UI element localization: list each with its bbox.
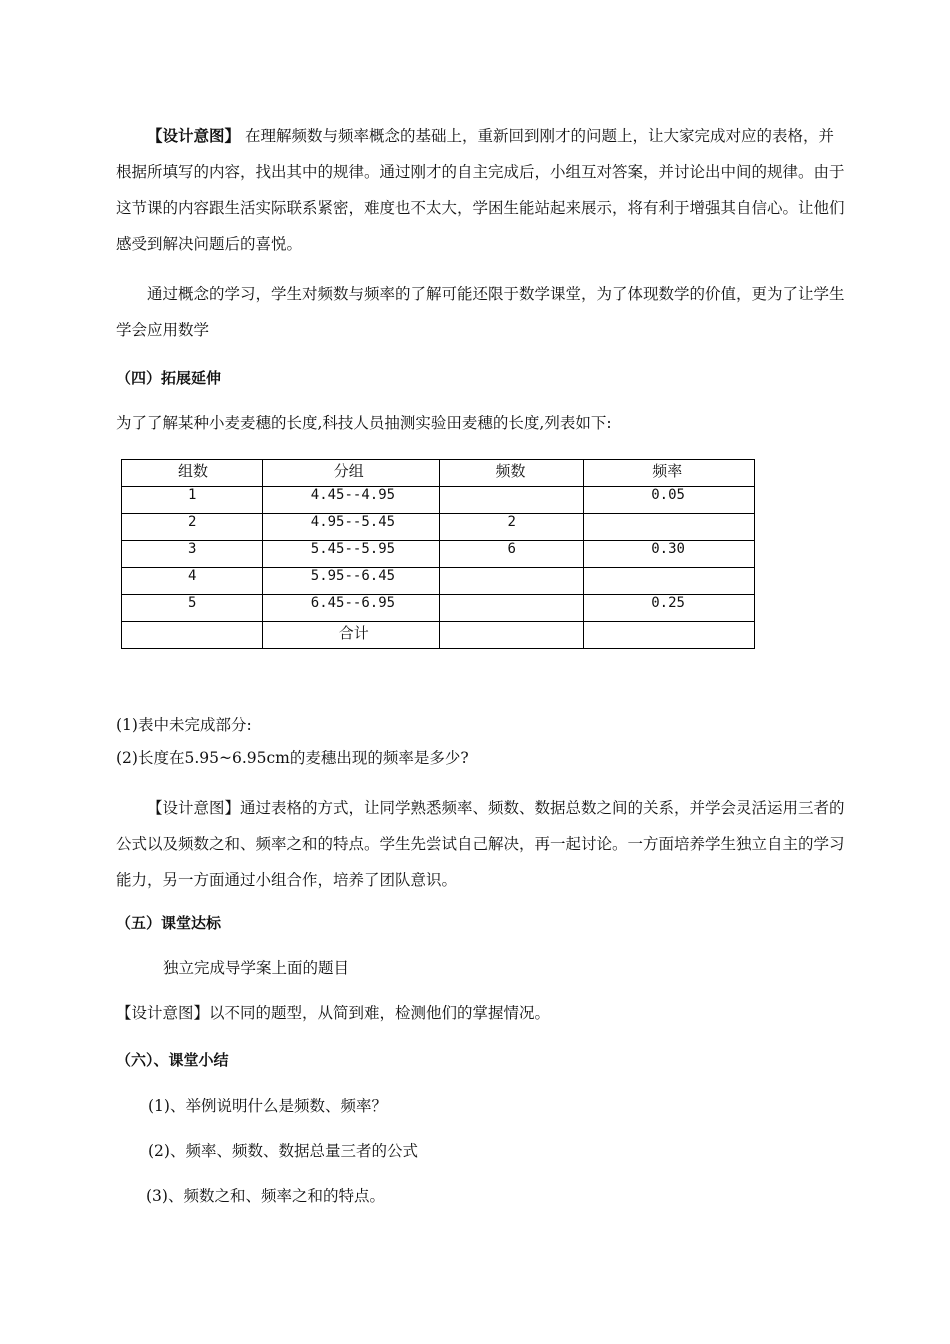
cell-rate: [584, 622, 755, 649]
cell-count: 2: [440, 514, 584, 541]
cell-range: 4.45--4.95: [262, 487, 440, 514]
table-total-row: [122, 622, 755, 649]
table-row: [122, 487, 755, 514]
table-row: [122, 514, 755, 541]
cell-range: 5.95--6.45: [262, 568, 440, 595]
cell-group: [122, 622, 263, 649]
cell-rate: 0.30: [584, 541, 755, 568]
cell-count: 6: [440, 541, 584, 568]
question-2: (2)长度在5.95~6.95cm的麦穗出现的频率是多少?: [116, 749, 469, 767]
cell-count: [440, 622, 584, 649]
summary-item-1: (1)、举例说明什么是频数、频率？: [148, 1097, 387, 1115]
section-4-intro: 为了了解某种小麦麦穗的长度,科技人员抽测实验田麦穗的长度,列表如下:: [116, 414, 612, 432]
table-row: [122, 595, 755, 622]
cell-group: 2: [122, 514, 263, 541]
cell-count: [440, 595, 584, 622]
cell-rate: 0.25: [584, 595, 755, 622]
section-6-heading: （六）、课堂小结: [116, 1051, 229, 1069]
design-intent-paragraph-1: [116, 118, 848, 262]
cell-rate: 0.05: [584, 487, 755, 514]
concept-paragraph: 通过概念的学习，学生对频数与频率的了解可能还限于数学课堂，为了体现数学的价值，更为了让学生学会应用数学: [116, 285, 845, 339]
table-row: [122, 541, 755, 568]
question-1: (1)表中未完成部分:: [116, 716, 252, 734]
cell-rate: [584, 568, 755, 595]
header-group-range: 分组: [262, 460, 440, 487]
cell-count: [440, 487, 584, 514]
header-frequency-count: 频数: [440, 460, 584, 487]
cell-rate: [584, 514, 755, 541]
cell-group: 1: [122, 487, 263, 514]
section-4-heading: （四）拓展延伸: [116, 369, 222, 387]
cell-group: 5: [122, 595, 263, 622]
summary-item-3: (3)、频数之和、频率之和的特点。: [146, 1187, 385, 1205]
design-intent-label: 【设计意图】: [147, 127, 241, 145]
design-intent-text: 在理解频数与频率概念的基础上，重新回到刚才的问题上，让大家完成对应的表格，并根据所填写的内容，找出其中的规律。通过刚才的自主完成后，小组互对答案，并讨论出中间的规律。由于这节课的内容跟生活实际联系紧密，难度也不太大，学困生能站起来展示，将有利于增强其自信心。让他们感受到解决问题后的喜悦。: [116, 127, 845, 253]
table-row: [122, 568, 755, 595]
header-frequency-rate: 频率: [584, 460, 755, 487]
cell-total-label: 合计: [262, 622, 440, 649]
table-header-row: [122, 460, 755, 487]
summary-item-2: (2)、频率、频数、数据总量三者的公式: [148, 1142, 418, 1160]
design-intent-paragraph-3: 【设计意图】以不同的题型，从简到难，检测他们的掌握情况。: [116, 1004, 551, 1022]
cell-range: 4.95--5.45: [262, 514, 440, 541]
section-5-heading: （五）课堂达标: [116, 914, 222, 932]
cell-range: 5.45--5.95: [262, 541, 440, 568]
section-5-text: 独立完成导学案上面的题目: [163, 959, 350, 977]
design-intent-paragraph-2: 【设计意图】通过表格的方式，让同学熟悉频率、频数、数据总数之间的关系，并学会灵活运用三者的公式以及频数之和、频率之和的特点。学生先尝试自己解决，再一起讨论。一方面培养学生独立自主的学习能力，另一方面通过小组合作，培养了团队意识。: [116, 799, 845, 889]
header-group-number: 组数: [122, 460, 263, 487]
cell-range: 6.45--6.95: [262, 595, 440, 622]
frequency-table: [121, 459, 755, 649]
cell-group: 3: [122, 541, 263, 568]
cell-group: 4: [122, 568, 263, 595]
cell-count: [440, 568, 584, 595]
